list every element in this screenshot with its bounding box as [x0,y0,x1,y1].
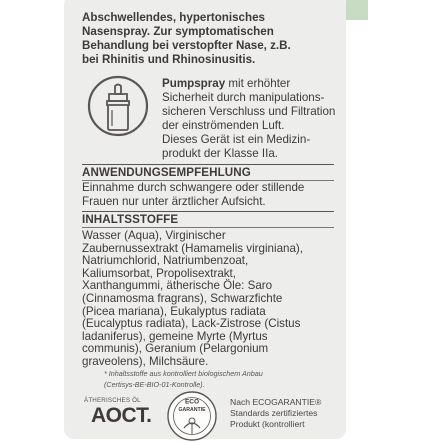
aoct-logo: AOCT. [91,404,152,427]
eco-garantie-seal-icon [166,390,218,442]
ingredient-line: Natriumchlorid, Natriumbenzoat, [82,254,249,268]
ingredient-line: (Picea mariana), Eukalyptus radiata [82,304,266,318]
eco-seal-top-text: ECO [184,398,200,406]
ingredient-line: graveolens), Milchsäure. [82,355,209,368]
ingredients-heading: INHALTSSTOFFE [82,213,179,226]
eco-certification-text [230,397,321,430]
pump-line: sicheren Verschluss und Filtration [162,105,336,118]
pump-line-first-rest: mit erhöhter [225,77,291,90]
eco-text-line: Produkt (kontrolliert [230,419,305,429]
footnote-line: (Certisys-BE-BIO-01-Kontrolle). [104,380,205,389]
footnote-line: * Inhaltsstoffe aus kontrolliert biologischem Anbau [104,369,263,378]
section-rule [82,164,334,165]
pump-line: produkt der Klasse IIa. [162,147,278,160]
intro-line: Nasenspray. Zur symptomatischen [82,25,274,38]
eco-seal-bottom-text: GARANTIE [178,407,206,413]
eco-text-line: Nach ECOGARANTIE® [230,397,322,407]
footnote [104,368,263,390]
intro-line: Behandlung bei verstopfter Nase, z.B. [82,39,291,52]
green-accent-strip [346,0,368,20]
ingredient-line: Zaubernussextrakt (Hamamelis virginiana), [82,241,304,255]
intro-line: Abschwellendes, hypertonisches [82,11,265,24]
pump-line: Sicherheit durch manipulations- [162,91,325,104]
pump-line-first [162,77,290,91]
usage-line: Einnahme durch schwangere oder stillende [82,181,305,194]
intro-line: bei Rhinitis und Rhinosinusitis. [82,53,256,66]
pump-spray-bottle-icon [86,74,150,138]
ingredient-line: Kaliumsorbat, Propolisextrakt, [82,266,237,280]
background-left [0,0,64,430]
eco-text-line: Standards zertifiziertes [230,408,318,418]
usage-heading: ANWENDUNGSEMPFEHLUNG [82,166,251,179]
ingredient-line: Xanthangummi, ätherische Öle: Saro [82,279,273,293]
section-rule [82,211,334,212]
ingredient-line: communis), Geranium (Pelargonium [82,342,269,356]
ingredient-line: (Cinnamosma fragrans), Schwarzfichte [82,292,283,305]
ingredients-heading-underline [82,227,334,228]
ingredient-line: (Eucalyptus radiata), Lack-Zistrose (Cistus [82,317,301,331]
pump-keyword: Pumpspray [162,77,226,90]
ingredient-line: Wasser (Aqua), Virginischer [82,229,226,242]
pump-line: der einströmenden Luft. [162,119,285,132]
ingredient-line: ladaniferus), gemeine Myrte (Myrtus [82,329,268,343]
pump-line: Dieses Gerät ist ein Medizin- [162,133,311,146]
aoct-label: ÄTHERISCHES ÖL [84,397,141,404]
usage-line: Frauen nur unter ärztlicher Aufsicht. [82,195,266,208]
background-right [346,0,430,430]
